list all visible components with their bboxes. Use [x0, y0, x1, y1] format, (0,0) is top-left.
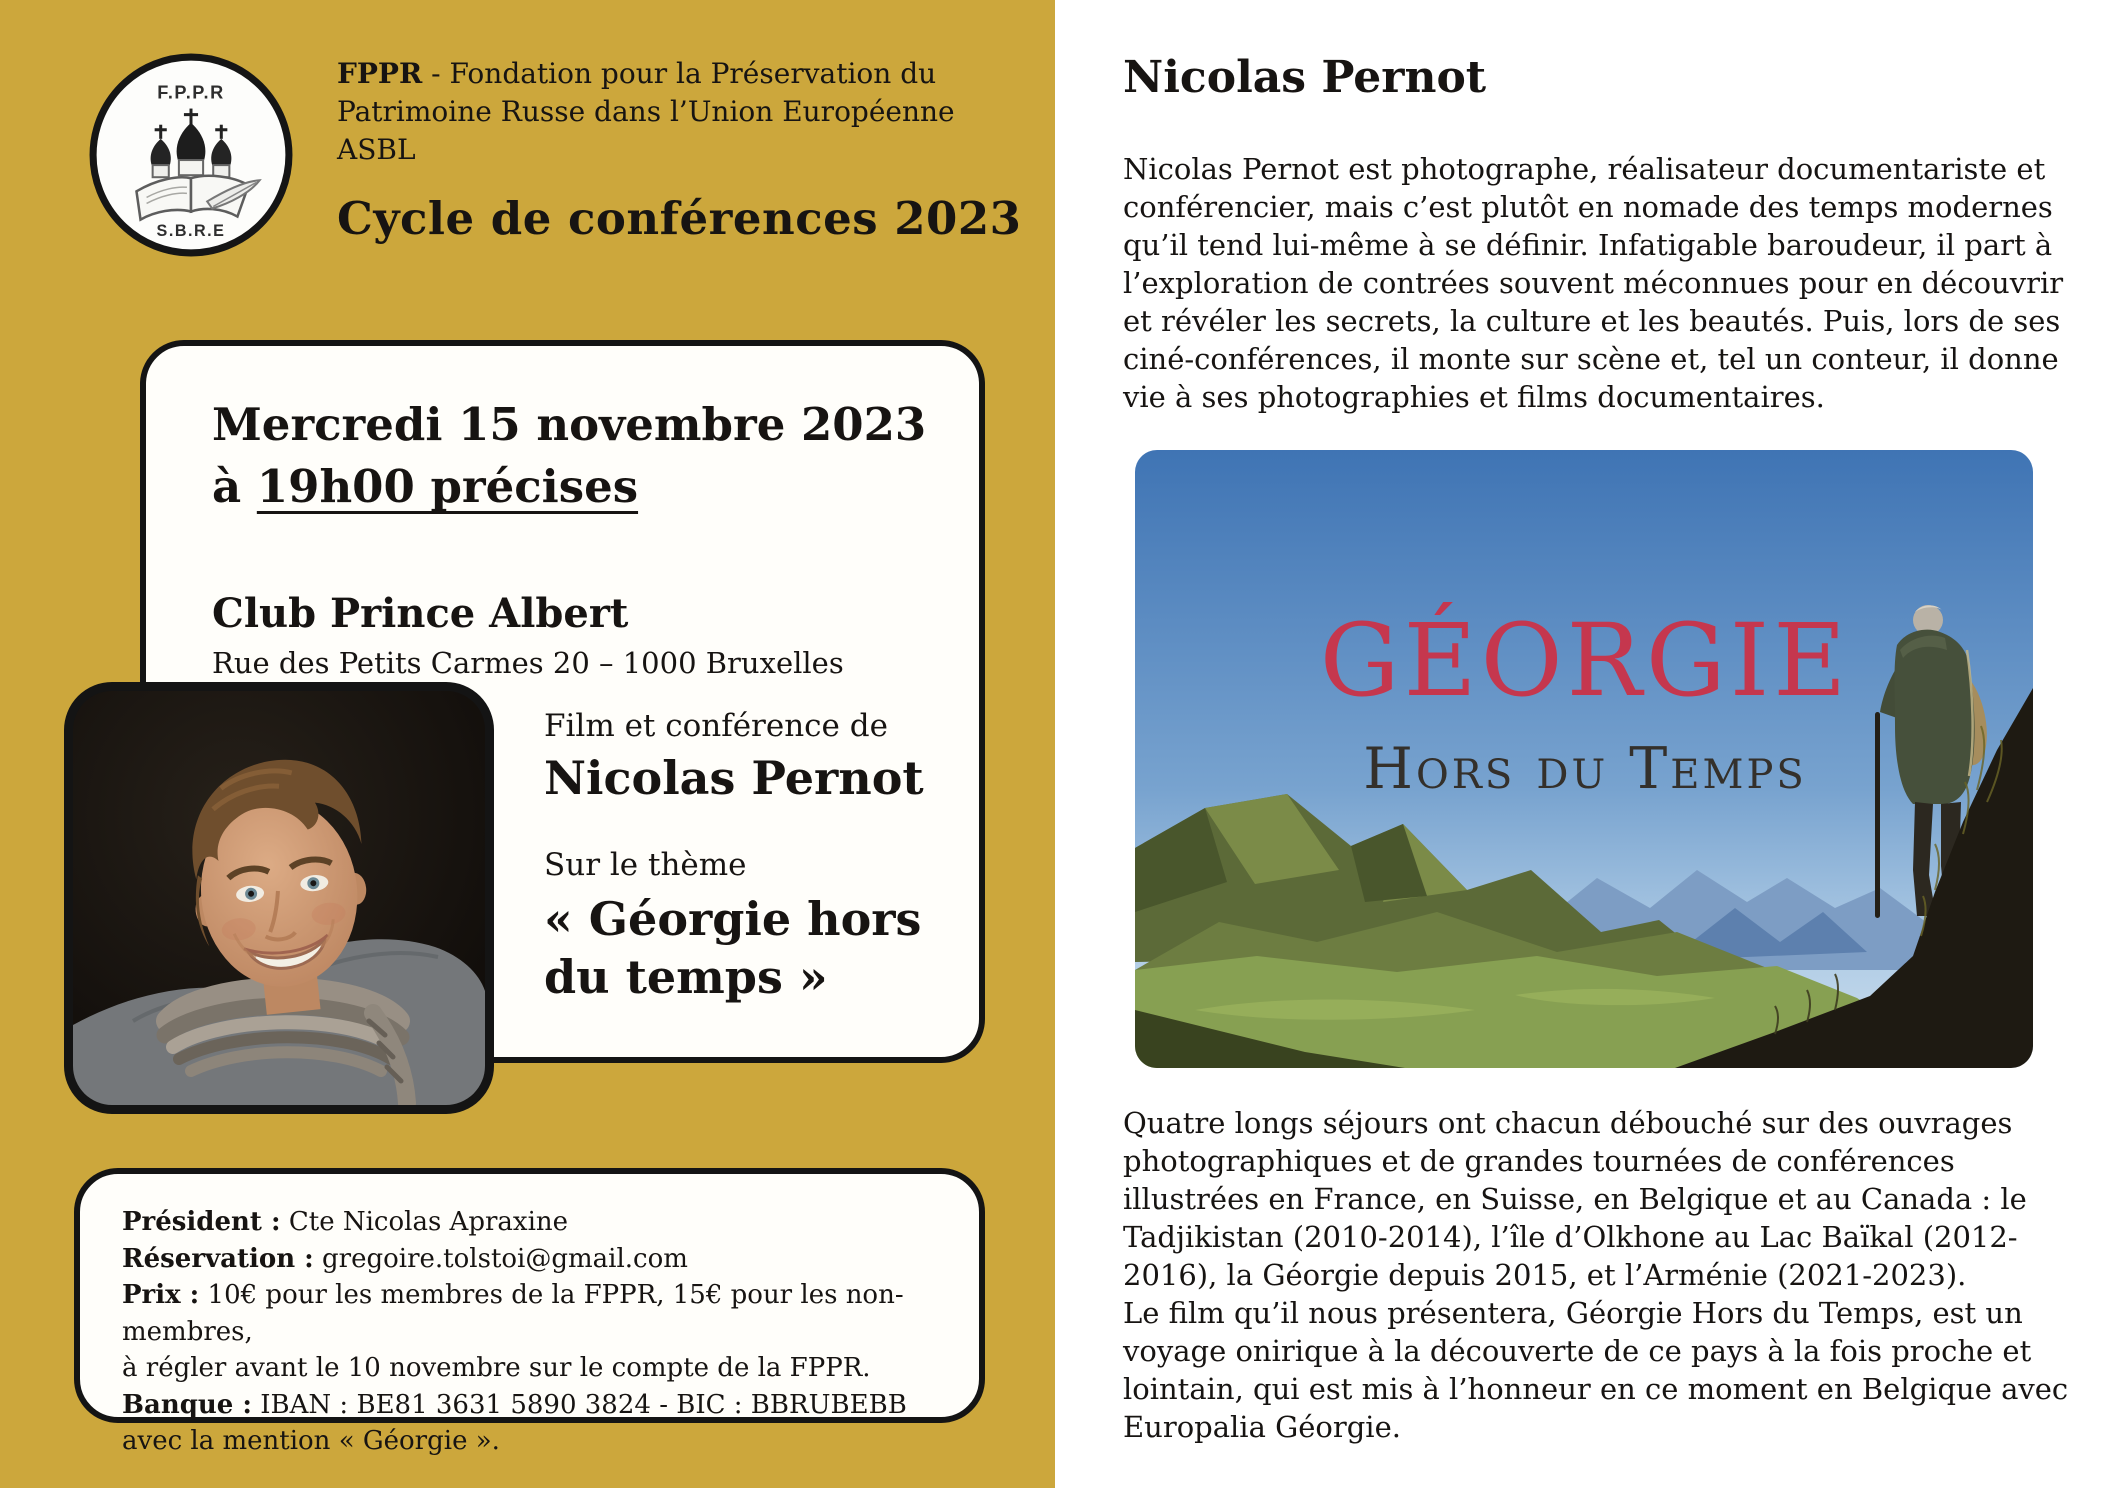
theme-intro: Sur le thème [544, 847, 747, 883]
prix-value-2: à régler avant le 10 novembre sur le compte de la FPPR. [122, 1353, 871, 1383]
info-line-prix2 [122, 1350, 979, 1387]
org-abbr: FPPR [337, 57, 423, 90]
theme-title: « Géorgie hors du temps » [544, 892, 922, 1004]
film-intro: Film et conférence de [544, 708, 888, 744]
event-date-line1: Mercredi 15 novembre 2023 [212, 398, 927, 451]
film-block [544, 708, 984, 1006]
organisation-name [337, 55, 1037, 169]
info-line-reservation [122, 1241, 979, 1278]
event-time: 19h00 précises [256, 460, 639, 513]
info-line-president [122, 1204, 979, 1241]
banque-label: Banque : [122, 1389, 252, 1420]
prix-value: 10€ pour les membres de la FPPR, 15€ pour les non-membres, [122, 1280, 904, 1347]
venue-name: Club Prince Albert [212, 590, 629, 637]
iban-value: IBAN : BE81 3631 5890 3824 - BIC : BBRUBEBB [252, 1389, 907, 1420]
prix-label: Prix : [122, 1280, 200, 1310]
practical-info-card [74, 1168, 985, 1456]
venue-block [212, 590, 844, 680]
practical-info [122, 1204, 979, 1460]
org-line1: - Fondation pour la Préservation du [422, 57, 937, 90]
reservation-email: gregoire.tolstoi@gmail.com [313, 1243, 688, 1274]
event-time-prefix: à [212, 460, 257, 513]
president-value: Cte Nicolas Apraxine [280, 1207, 569, 1237]
tours-text: Quatre longs séjours ont chacun débouché sur des ouvrages photographiques et de grandes tournées de conférences illustrées en France, en Suisse, en Belgique et au Canada : le Tadjikistan (2010-2014), l’île d’Olkhone au Lac Baïkal (2012-2016), la Géorgie depuis 2015, et l’Arménie (2021-2023). [1123, 1106, 2027, 1292]
speaker-name: Nicolas Pernot [544, 751, 924, 805]
banque-mention: avec la mention « Géorgie ». [122, 1426, 500, 1456]
president-label: Président : [122, 1207, 281, 1237]
speaker-bio-paragraph: Nicolas Pernot est photographe, réalisateur documentariste et conférencier, mais c’est plutôt en nomade des temps modernes qu’il tend lui-même à se définir. Infatigable baroudeur, il part à l’exploration de contrées souvent méconnues pour en découvrir et révéler les secrets, la culture et les beautés. Puis, lors de ses ciné-conférences, il monte sur scène et, tel un conteur, il donne vie à ses photographies et films documentaires. [1123, 152, 2064, 414]
speaker-tours-paragraph [1123, 1104, 2075, 1446]
logo-bottom-text: S.B.R.E [156, 221, 226, 240]
speaker-bio-title: Nicolas Pernot [1123, 52, 1487, 103]
info-line-banque2 [122, 1423, 979, 1460]
org-line2: Patrimoine Russe dans l’Union Européenne ASBL [337, 95, 955, 166]
film-text: Le film qu’il nous présentera, Géorgie Hors du Temps, est un voyage onirique à la découverte de ce pays à la fois proche et lointain, qui est mis à l’honneur en ce moment en Belgique avec Europalia Géorgie. [1123, 1296, 2069, 1444]
event-date [212, 394, 926, 518]
film-poster-image [1135, 450, 2033, 1068]
speaker-portrait-photo [64, 682, 494, 1114]
reservation-label: Réservation : [122, 1243, 314, 1274]
series-title: Cycle de conférences 2023 [337, 192, 1022, 245]
poster-subtitle-text: Hors du Temps [1363, 736, 1807, 802]
info-line-banque [122, 1387, 979, 1424]
info-line-prix [122, 1277, 979, 1350]
logo-top-text: F.P.P.R [157, 82, 225, 103]
fppr-logo-icon [86, 50, 296, 260]
venue-address: Rue des Petits Carmes 20 – 1000 Bruxelles [212, 646, 844, 680]
poster-title-text: GÉORGIE [1319, 602, 1851, 719]
